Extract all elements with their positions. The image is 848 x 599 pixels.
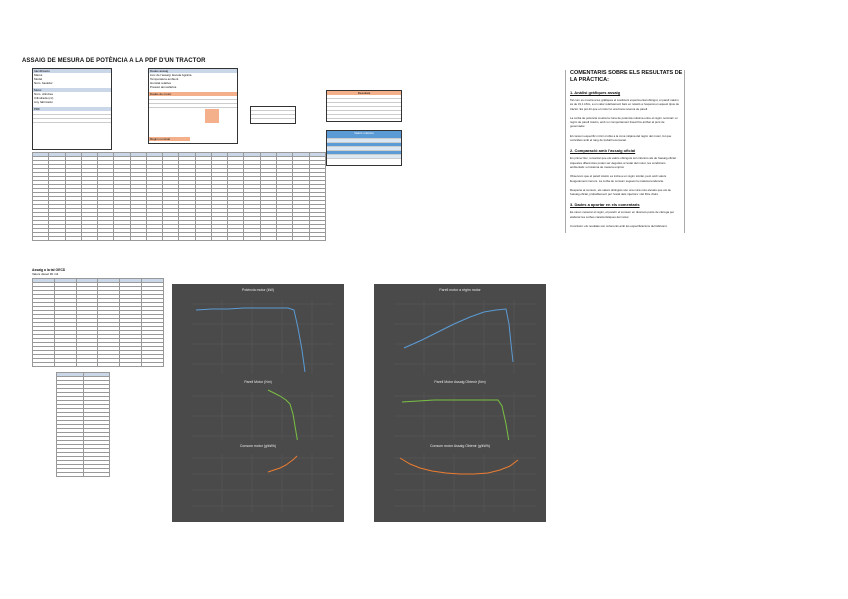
grid-cell	[57, 473, 84, 477]
grid-cell	[228, 237, 244, 241]
comment-paragraph: La corba de potència mostra la zona de potència màxima entre el règim nominal i el règim de parell màxim, amb un comportament lineal fins arribar al punt de governador.	[570, 115, 678, 129]
identification-row: Model	[34, 77, 43, 81]
chart-title: Parell motor a règim motor	[439, 288, 481, 292]
test-data-block	[148, 68, 238, 144]
side-table-subtitle: Valors diesel 90 m3	[32, 272, 59, 276]
grid-cell	[195, 237, 211, 241]
comment-paragraph: Es varen mesurar el règim, el parell i el consum en diversos punts de càrrega per elaborar les corbes característiques del motor.	[570, 210, 675, 219]
chart-torque-speed	[374, 284, 546, 386]
test-data-header: Dades assaig	[149, 69, 237, 73]
test-data-row: Temperatura ambient	[150, 77, 179, 81]
grid-cell	[211, 237, 227, 241]
grid-cell	[142, 363, 164, 367]
identification-row: Marca	[34, 73, 43, 77]
test-data-row: Lloc de l'assaig: Escola Agrària	[150, 73, 192, 77]
chart-title: Parell Motor Assaig Obtenir (Nm)	[434, 380, 486, 384]
grid-cell	[163, 237, 179, 241]
motor-header: Motor	[33, 88, 111, 92]
section-heading: 1. Anàlisi gràfiques assaig	[570, 90, 621, 95]
comment-paragraph: Conclusió: els resultats són coherents amb les especificacions del fabricant.	[570, 224, 668, 229]
section-heading: 2. Comparació amb l'assaig oficial	[570, 148, 636, 154]
identification-row: Núm. bastidor	[34, 81, 53, 85]
chart-title: Consum motor Assaig Obtenir (g/kWh)	[430, 444, 490, 448]
comment-paragraph: Respecte al consum, els valors obtinguts són una mica més elevats que els de l'assaig oficial, probablement per l'estat dels injectors i del filtre d'aire.	[570, 187, 671, 197]
grid-cell	[33, 363, 55, 367]
highlight-cell	[205, 109, 219, 123]
grid-cell	[276, 237, 292, 241]
grid-cell	[146, 237, 162, 241]
grid-cell	[54, 363, 76, 367]
section-heading: 3. Dades a aportar en els comentaris	[570, 202, 640, 208]
max-values-title: Valors màxims	[327, 131, 401, 135]
comment-paragraph: Tal com es mostra a les gràfiques el coeficient experimental obtingut, el parell màxim és de 31,1 kNm, a un valor relativament baix en relació a l'esperat en aquest tipus de tractor. Es pot dir que el motor té una bona reserva de parell.	[570, 98, 680, 111]
pdf-header: PDF	[33, 107, 111, 111]
test-data-row: Humitat relativa	[150, 81, 171, 85]
side-small-block	[250, 106, 296, 124]
comment-paragraph: El consum específic mínim s'obté a la zona mitjana del règim del motor, fet que coincideix amb el rang de treball recomanat.	[570, 133, 672, 143]
test-data-row: Pressió atmosfèrica	[150, 85, 177, 89]
identification-header: Identificació	[33, 69, 111, 73]
grid-cell	[120, 363, 142, 367]
grid-cell	[49, 237, 65, 241]
grid-cell	[244, 237, 260, 241]
consumption-table	[56, 372, 110, 477]
grid-cell	[83, 473, 110, 477]
results-title: Resultats	[327, 91, 401, 95]
grid-cell	[33, 237, 49, 241]
chart-title: Potència motor (kW)	[242, 288, 274, 292]
oecd-table	[32, 278, 164, 367]
grid-cell	[65, 237, 81, 241]
grid-cell	[98, 363, 120, 367]
motor-row: Any fabricació	[34, 100, 53, 104]
rated-speed-label: Règim nominal	[149, 137, 190, 141]
grid-cell	[98, 237, 114, 241]
document-title: ASSAIG DE MESURA DE POTÈNCIA A LA PDF D'UN TRACTOR	[22, 58, 206, 64]
max-values-table	[326, 130, 402, 166]
grid-cell	[76, 363, 98, 367]
chart-consumption	[172, 440, 344, 522]
chart-title: Parell Motor (Nm)	[244, 380, 272, 384]
engine-data-header: Dades de motor	[149, 92, 237, 96]
motor-row: Cilindrada (cc)	[34, 96, 54, 100]
grid-cell	[179, 237, 195, 241]
results-table	[326, 90, 402, 122]
grid-cell	[309, 237, 325, 241]
chart-consumption-test	[374, 440, 546, 522]
comment-paragraph: En primer lloc, remarcar que els valors obtinguts són inferiors als de l'assaig oficial. Aquestes diferències poden ser degudes a l'estat del motor, les condicions ambientals i el sistema de mesura emprat.	[570, 156, 677, 169]
chart-power	[172, 284, 344, 386]
grid-cell	[114, 237, 130, 241]
identification-block	[32, 68, 112, 150]
grid-cell	[293, 237, 309, 241]
motor-row: Núm. cilindres	[34, 92, 54, 96]
chart-title: Consum motor (g/kWh)	[239, 444, 277, 448]
side-table-title: Assaig a la tal OECD	[32, 268, 66, 272]
comments-panel	[565, 70, 685, 233]
grid-cell	[81, 237, 97, 241]
grid-cell	[260, 237, 276, 241]
main-data-grid	[32, 152, 326, 241]
comments-heading: COMENTARIS SOBRE ELS RESULTATS DE LA PRÀCTICA:	[570, 70, 683, 83]
grid-cell	[130, 237, 146, 241]
comment-paragraph: Observem que el parell màxim es troba a un règim similar, però amb valors lleugerament menors. La corba de consum segueix la mateixa tendència.	[570, 174, 667, 183]
